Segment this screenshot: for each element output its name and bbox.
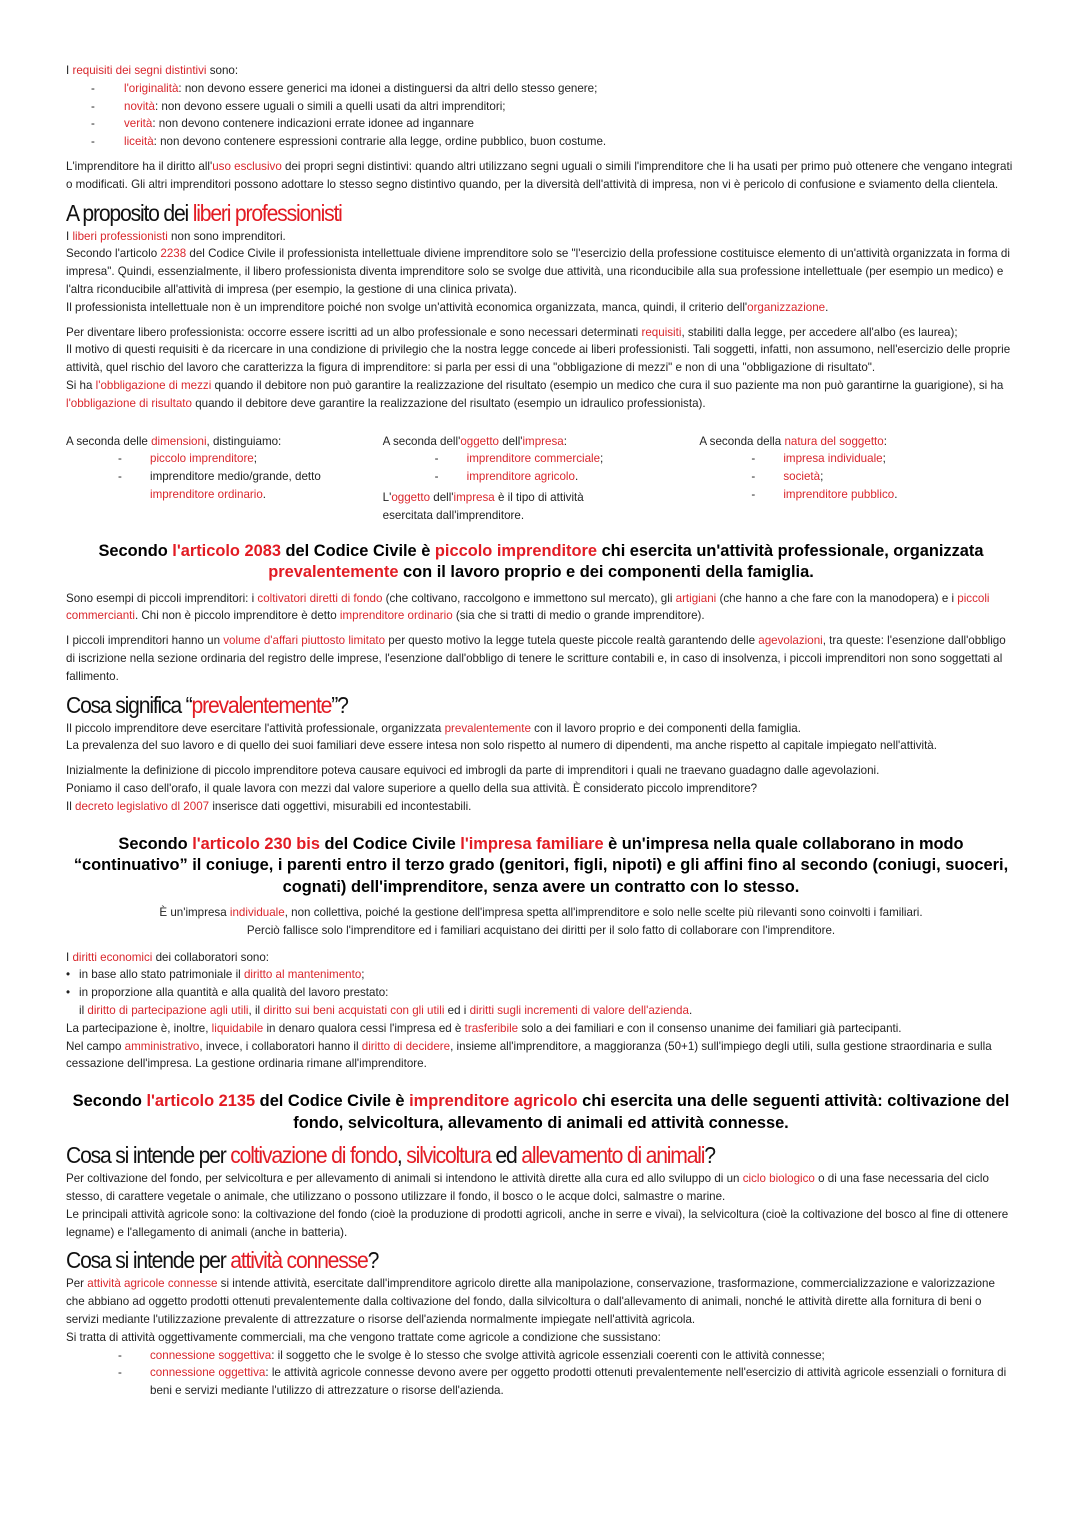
list-item: - liceità: non devono contenere espressioni contrarie alla legge, ordine pubblico, buon costume.	[66, 133, 1016, 151]
list-item: - impresa individuale;	[699, 450, 1016, 468]
column-oggetto: A seconda dell'oggetto dell'impresa: - imprenditore commerciale; - imprenditore agricolo. L'oggetto dell'impresa è il tipo di attività esercitata dall'imprenditore.	[383, 433, 700, 525]
list-item: - imprenditore commerciale;	[383, 450, 700, 468]
article-2083-callout: Secondo l'articolo 2083 del Codice Civile è piccolo imprenditore chi esercita un'attività professionale, organizzata prevalentemente con il lavoro proprio e dei componenti della famiglia.	[98, 541, 984, 582]
paragraph: Poniamo il caso dell'orafo, il quale lavora con mezzi dal valore superiore a quello della sua attività. È considerato piccolo imprenditore?	[66, 781, 758, 795]
heading-liberi-professionisti: A proposito dei liberi professionisti	[66, 199, 342, 226]
document-page	[66, 62, 1016, 1400]
list-item: - imprenditore agricolo.	[383, 468, 700, 486]
list-item: • in base allo stato patrimoniale il diritto al mantenimento;	[66, 966, 1016, 984]
paragraph: Inizialmente la definizione di piccolo imprenditore poteva causare equivoci ed imbrogli da parte di imprenditori i quali ne traevano guadagno dalle agevolazioni.	[66, 764, 880, 778]
paragraph: Il professionista intellettuale non è un imprenditore poiché non svolge un'attività economica organizzata, manca, quindi, il criterio dell'organizzazione.	[66, 300, 829, 314]
list-item: - imprenditore medio/grande, detto imprenditore ordinario.	[66, 468, 383, 504]
requisiti-intro: I requisiti dei segni distintivi sono:	[66, 64, 239, 77]
paragraph: È un'impresa individuale, non collettiva, poiché la gestione dell'impresa spetta all'imprenditore e solo nelle scelte più rilevanti sono coinvolti i familiari.	[159, 906, 923, 919]
classificazioni-columns	[66, 433, 1016, 525]
paragraph: Il piccolo imprenditore deve esercitare l'attività professionale, organizzata prevalentemente con il lavoro proprio e dei componenti della famiglia.	[66, 721, 801, 735]
heading-attivita-connesse: Cosa si intende per attività connesse?	[66, 1247, 379, 1274]
list-item: - società;	[699, 468, 1016, 486]
paragraph: Per attività agricole connesse si intende attività, esercitate dall'imprenditore agricolo dirette alla manipolazione, conservazione, trasformazione, commercializzazione e valorizzazione che abbiano ad oggetto prodotti ottenuti prevalentemente dalla coltivazione del fondo, dalla silvicoltura o dall'allevamento di animali, nonché le attività dirette alla fornitura di beni o servizi mediante l'utilizzazione prevalente di attrezzature o risorse dell'azienda normalmente impiegate nell'attività agricola.	[66, 1277, 995, 1326]
list-item: - l'originalità: non devono essere generici ma idonei a distinguersi da altri dello stesso genere;	[66, 80, 1016, 98]
list-item: - connessione oggettiva: le attività agricole connesse devono avere per oggetto prodotti ottenuti prevalentemente nell'esercizio di attività agricole essenziali o fornitura di beni e servizi mediante l'utilizzo di attrezzature o risorse dell'azienda.	[66, 1364, 1016, 1400]
diritti-list	[66, 966, 1016, 1002]
paragraph: il diritto di partecipazione agli utili, il diritto sui beni acquistati con gli utili ed i diritti sugli incrementi di valore dell'azienda.	[79, 1003, 693, 1017]
list-item: - piccolo imprenditore;	[66, 450, 383, 468]
list-item: - verità: non devono contenere indicazioni errate idonee ad ingannare	[66, 115, 1016, 133]
list-item: • in proporzione alla quantità e alla qualità del lavoro prestato:	[66, 984, 1016, 1002]
article-2135-callout: Secondo l'articolo 2135 del Codice Civile è imprenditore agricolo chi esercita una delle seguenti attività: coltivazione del fondo, selvicoltura, allevamento di animali ed attività connesse.	[72, 1092, 1010, 1132]
paragraph: I diritti economici dei collaboratori sono:	[66, 950, 270, 964]
paragraph: Si tratta di attività oggettivamente commerciali, ma che vengono trattate come agricole a condizione che sussistano:	[66, 1330, 661, 1344]
uso-esclusivo-paragraph: L'imprenditore ha il diritto all'uso esclusivo dei propri segni distintivi: quando altri utilizzano segni uguali o simili l'imprenditore che li ha usati per primo può ottenere che vengano integrati o modificati. Gli altri imprenditori possono adottare lo stesso segno distintivo quando, per la diversità dell'attività di impresa, non vi è pericolo di confusione e sviamento della clientela.	[66, 159, 1013, 191]
paragraph: Secondo l'articolo 2238 del Codice Civile il professionista intellettuale diviene imprenditore solo se "l'esercizio della professione costituisce elemento di un'attività organizzata in forma di impresa". Quindi, essenzialmente, il libero professionista diventa imprenditore solo se svolge due attività, una riconducibile alla sua professione intellettuale (per esempio un medico) e l'altra riconducibile all'attività di impresa (per esempio, la gestione di una clinica privata).	[66, 247, 1010, 296]
heading-coltivazione: Cosa si intende per coltivazione di fondo, silvicoltura ed allevamento di animali?	[66, 1142, 715, 1169]
paragraph: Il decreto legislativo dl 2007 inserisce dati oggettivi, misurabili ed incontestabili.	[66, 799, 472, 813]
requisiti-list	[66, 80, 1016, 151]
paragraph: I piccoli imprenditori hanno un volume d'affari piuttosto limitato per questo motivo la legge tutela queste piccole realtà garantendo delle agevolazioni, tra queste: l'esenzione dall'obbligo di iscrizione nella sezione ordinaria del registro delle imprese, l'esenzione dall'obbligo di tenere le scritture contabili e, in caso di insolvenza, i piccoli imprenditori non sono soggettati al fallimento.	[66, 634, 1006, 683]
paragraph: Le principali attività agricole sono: la coltivazione del fondo (cioè la produzione di prodotti agricoli, anche in serre e vivai), la selvicoltura (cioè la coltivazione del bosco al fine di ottenere legname) e l'allegamento di animali (anche in batteria).	[66, 1207, 1009, 1239]
paragraph: La prevalenza del suo lavoro e di quello dei suoi familiari deve essere intesa non solo rispetto al numero di dipendenti, ma anche rispetto al capitale impiegato nell'attività.	[66, 739, 937, 753]
list-item: - connessione soggettiva: il soggetto che le svolge è lo stesso che svolge attività agricole essenziali coerenti con le attività connesse;	[66, 1347, 1016, 1365]
paragraph: I liberi professionisti non sono imprenditori.	[66, 229, 286, 243]
paragraph: Per diventare libero professionista: occorre essere iscritti ad un albo professionale e sono necessari determinati requisiti, stabiliti dalla legge, per accedere all'albo (es laurea);	[66, 325, 958, 339]
paragraph: Perciò fallisce solo l'imprenditore ed i familiari acquistano dei diritti per il solo fatto di collaborare con l'imprenditore.	[246, 923, 836, 937]
paragraph: La partecipazione è, inoltre, liquidabile in denaro qualora cessi l'impresa ed è trasferibile solo a dei familiari e con il consenso unanime dei familiari già partecipanti.	[66, 1021, 902, 1035]
article-230bis-callout: Secondo l'articolo 230 bis del Codice Civile l'impresa familiare è un'impresa nella quale collaborano in modo “continuativo” il coniuge, i parenti entro il terzo grado (genitori, figli, nipoti) e gli affini fino al secondo (coniugi, suoceri, cognati) dell'imprenditore, senza avere un contratto con lo stesso.	[73, 834, 1009, 896]
list-item: - imprenditore pubblico.	[699, 486, 1016, 504]
column-dimensioni: A seconda delle dimensioni, distinguiamo: - piccolo imprenditore; - imprenditore medio/grande, detto imprenditore ordinario.	[66, 433, 383, 525]
list-item: - novità: non devono essere uguali o simili a quelli usati da altri imprenditori;	[66, 98, 1016, 116]
column-natura: A seconda della natura del soggetto: - impresa individuale; - società; - imprenditore pubblico.	[699, 433, 1016, 525]
connessione-list	[66, 1347, 1016, 1400]
paragraph: Si ha l'obbligazione di mezzi quando il debitore non può garantire la realizzazione del risultato (esempio un medico che cura il suo paziente ma non può garantirne la guarigione), si ha l'obbligazione di risultato quando il debitore deve garantire la realizzazione del risultato (esempio un idraulico professionista).	[66, 378, 1004, 410]
paragraph: Nel campo amministrativo, invece, i collaboratori hanno il diritto di decidere, insieme all'imprenditore, a maggioranza (50+1) sull'impiego degli utili, sulla gestione straordinaria e sulla cessazione dell'impresa. La gestione ordinaria rimane all'imprenditore.	[66, 1039, 992, 1071]
paragraph: Il motivo di questi requisiti è da ricercare in una condizione di privilegio che la nostra legge concede ai liberi professionisti. Tali soggetti, infatti, non assumono, nell'esercizio delle proprie attività, quel rischio del lavoro che caratterizza la figura di imprenditore: si parla per essi di una "obbligazione di mezzi" e non di una "obbligazione di risultato".	[66, 343, 1011, 375]
paragraph: Sono esempi di piccoli imprenditori: i coltivatori diretti di fondo (che coltivano, raccolgono e immettono sul mercato), gli artigiani (che hanno a che fare con la manodopera) e i piccoli commercianti. Chi non è piccolo imprenditore è detto imprenditore ordinario (sia che si tratti di medio o grande imprenditore).	[66, 591, 990, 623]
paragraph: Per coltivazione del fondo, per selvicoltura e per allevamento di animali si intendono le attività dirette alla cura ed allo sviluppo di un ciclo biologico o di una fase necessaria del ciclo stesso, di carattere vegetale o animale, che utilizzano o possono utilizzare il fondo, il bosco o le acque dolci, salmastre o marine.	[66, 1172, 989, 1203]
heading-prevalentemente: Cosa significa “prevalentemente”?	[66, 691, 348, 718]
